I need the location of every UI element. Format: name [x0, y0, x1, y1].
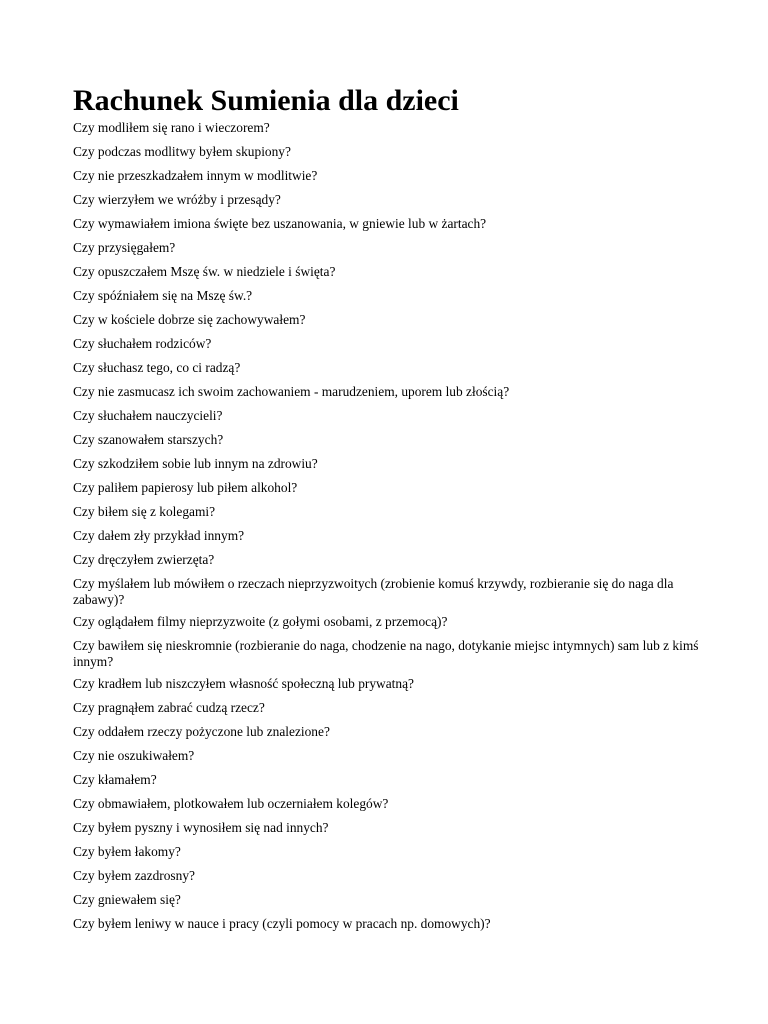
question-item: Czy szkodziłem sobie lub innym na zdrowiu? — [73, 456, 318, 471]
question-item: Czy nie przeszkadzałem innym w modlitwie? — [73, 168, 318, 183]
document-title: Rachunek Sumienia dla dzieci — [73, 84, 459, 117]
question-item: Czy słuchałem nauczycieli? — [73, 408, 223, 423]
question-item: Czy wymawiałem imiona święte bez uszanowania, w gniewie lub w żartach? — [73, 216, 487, 231]
question-item: Czy dręczyłem zwierzęta? — [73, 552, 215, 567]
question-item: Czy nie oszukiwałem? — [73, 748, 195, 763]
question-item: Czy oglądałem filmy nieprzyzwoite (z gołymi osobami, z przemocą)? — [73, 614, 448, 629]
question-item: Czy w kościele dobrze się zachowywałem? — [73, 312, 306, 327]
question-item: Czy kłamałem? — [73, 772, 157, 787]
question-list — [73, 120, 703, 932]
question-item: Czy oddałem rzeczy pożyczone lub znalezione? — [73, 724, 330, 739]
question-item: Czy byłem leniwy w nauce i pracy (czyli pomocy w pracach np. domowych)? — [73, 916, 491, 931]
question-item: Czy słuchałem rodziców? — [73, 336, 212, 351]
question-item: Czy byłem zazdrosny? — [73, 868, 195, 883]
question-item: Czy bawiłem się nieskromnie (rozbieranie do naga, chodzenie na nago, dotykanie miejsc intymnych) sam lub z kimś innym? — [73, 638, 699, 669]
question-item: Czy kradłem lub niszczyłem własność społeczną lub prywatną? — [73, 676, 414, 691]
question-item: Czy byłem pyszny i wynosiłem się nad innych? — [73, 820, 329, 835]
question-item: Czy obmawiałem, plotkowałem lub oczerniałem kolegów? — [73, 796, 389, 811]
question-item: Czy nie zasmucasz ich swoim zachowaniem - marudzeniem, uporem lub złością? — [73, 384, 510, 399]
question-item: Czy podczas modlitwy byłem skupiony? — [73, 144, 291, 159]
question-item: Czy pragnąłem zabrać cudzą rzecz? — [73, 700, 265, 715]
question-item: Czy gniewałem się? — [73, 892, 181, 907]
question-item: Czy byłem łakomy? — [73, 844, 181, 859]
question-item: Czy biłem się z kolegami? — [73, 504, 216, 519]
question-item: Czy modliłem się rano i wieczorem? — [73, 120, 270, 135]
question-item: Czy słuchasz tego, co ci radzą? — [73, 360, 241, 375]
question-item: Czy dałem zły przykład innym? — [73, 528, 245, 543]
question-item: Czy spóźniałem się na Mszę św.? — [73, 288, 253, 303]
question-item: Czy paliłem papierosy lub piłem alkohol? — [73, 480, 298, 495]
question-item: Czy wierzyłem we wróżby i przesądy? — [73, 192, 281, 207]
question-item: Czy opuszczałem Mszę św. w niedziele i święta? — [73, 264, 336, 279]
question-item: Czy szanowałem starszych? — [73, 432, 224, 447]
question-item: Czy przysięgałem? — [73, 240, 176, 255]
question-item: Czy myślałem lub mówiłem o rzeczach nieprzyzwoitych (zrobienie komuś krzywdy, rozbieranie się do naga dla zabawy)? — [73, 576, 674, 607]
document-page — [73, 82, 703, 940]
